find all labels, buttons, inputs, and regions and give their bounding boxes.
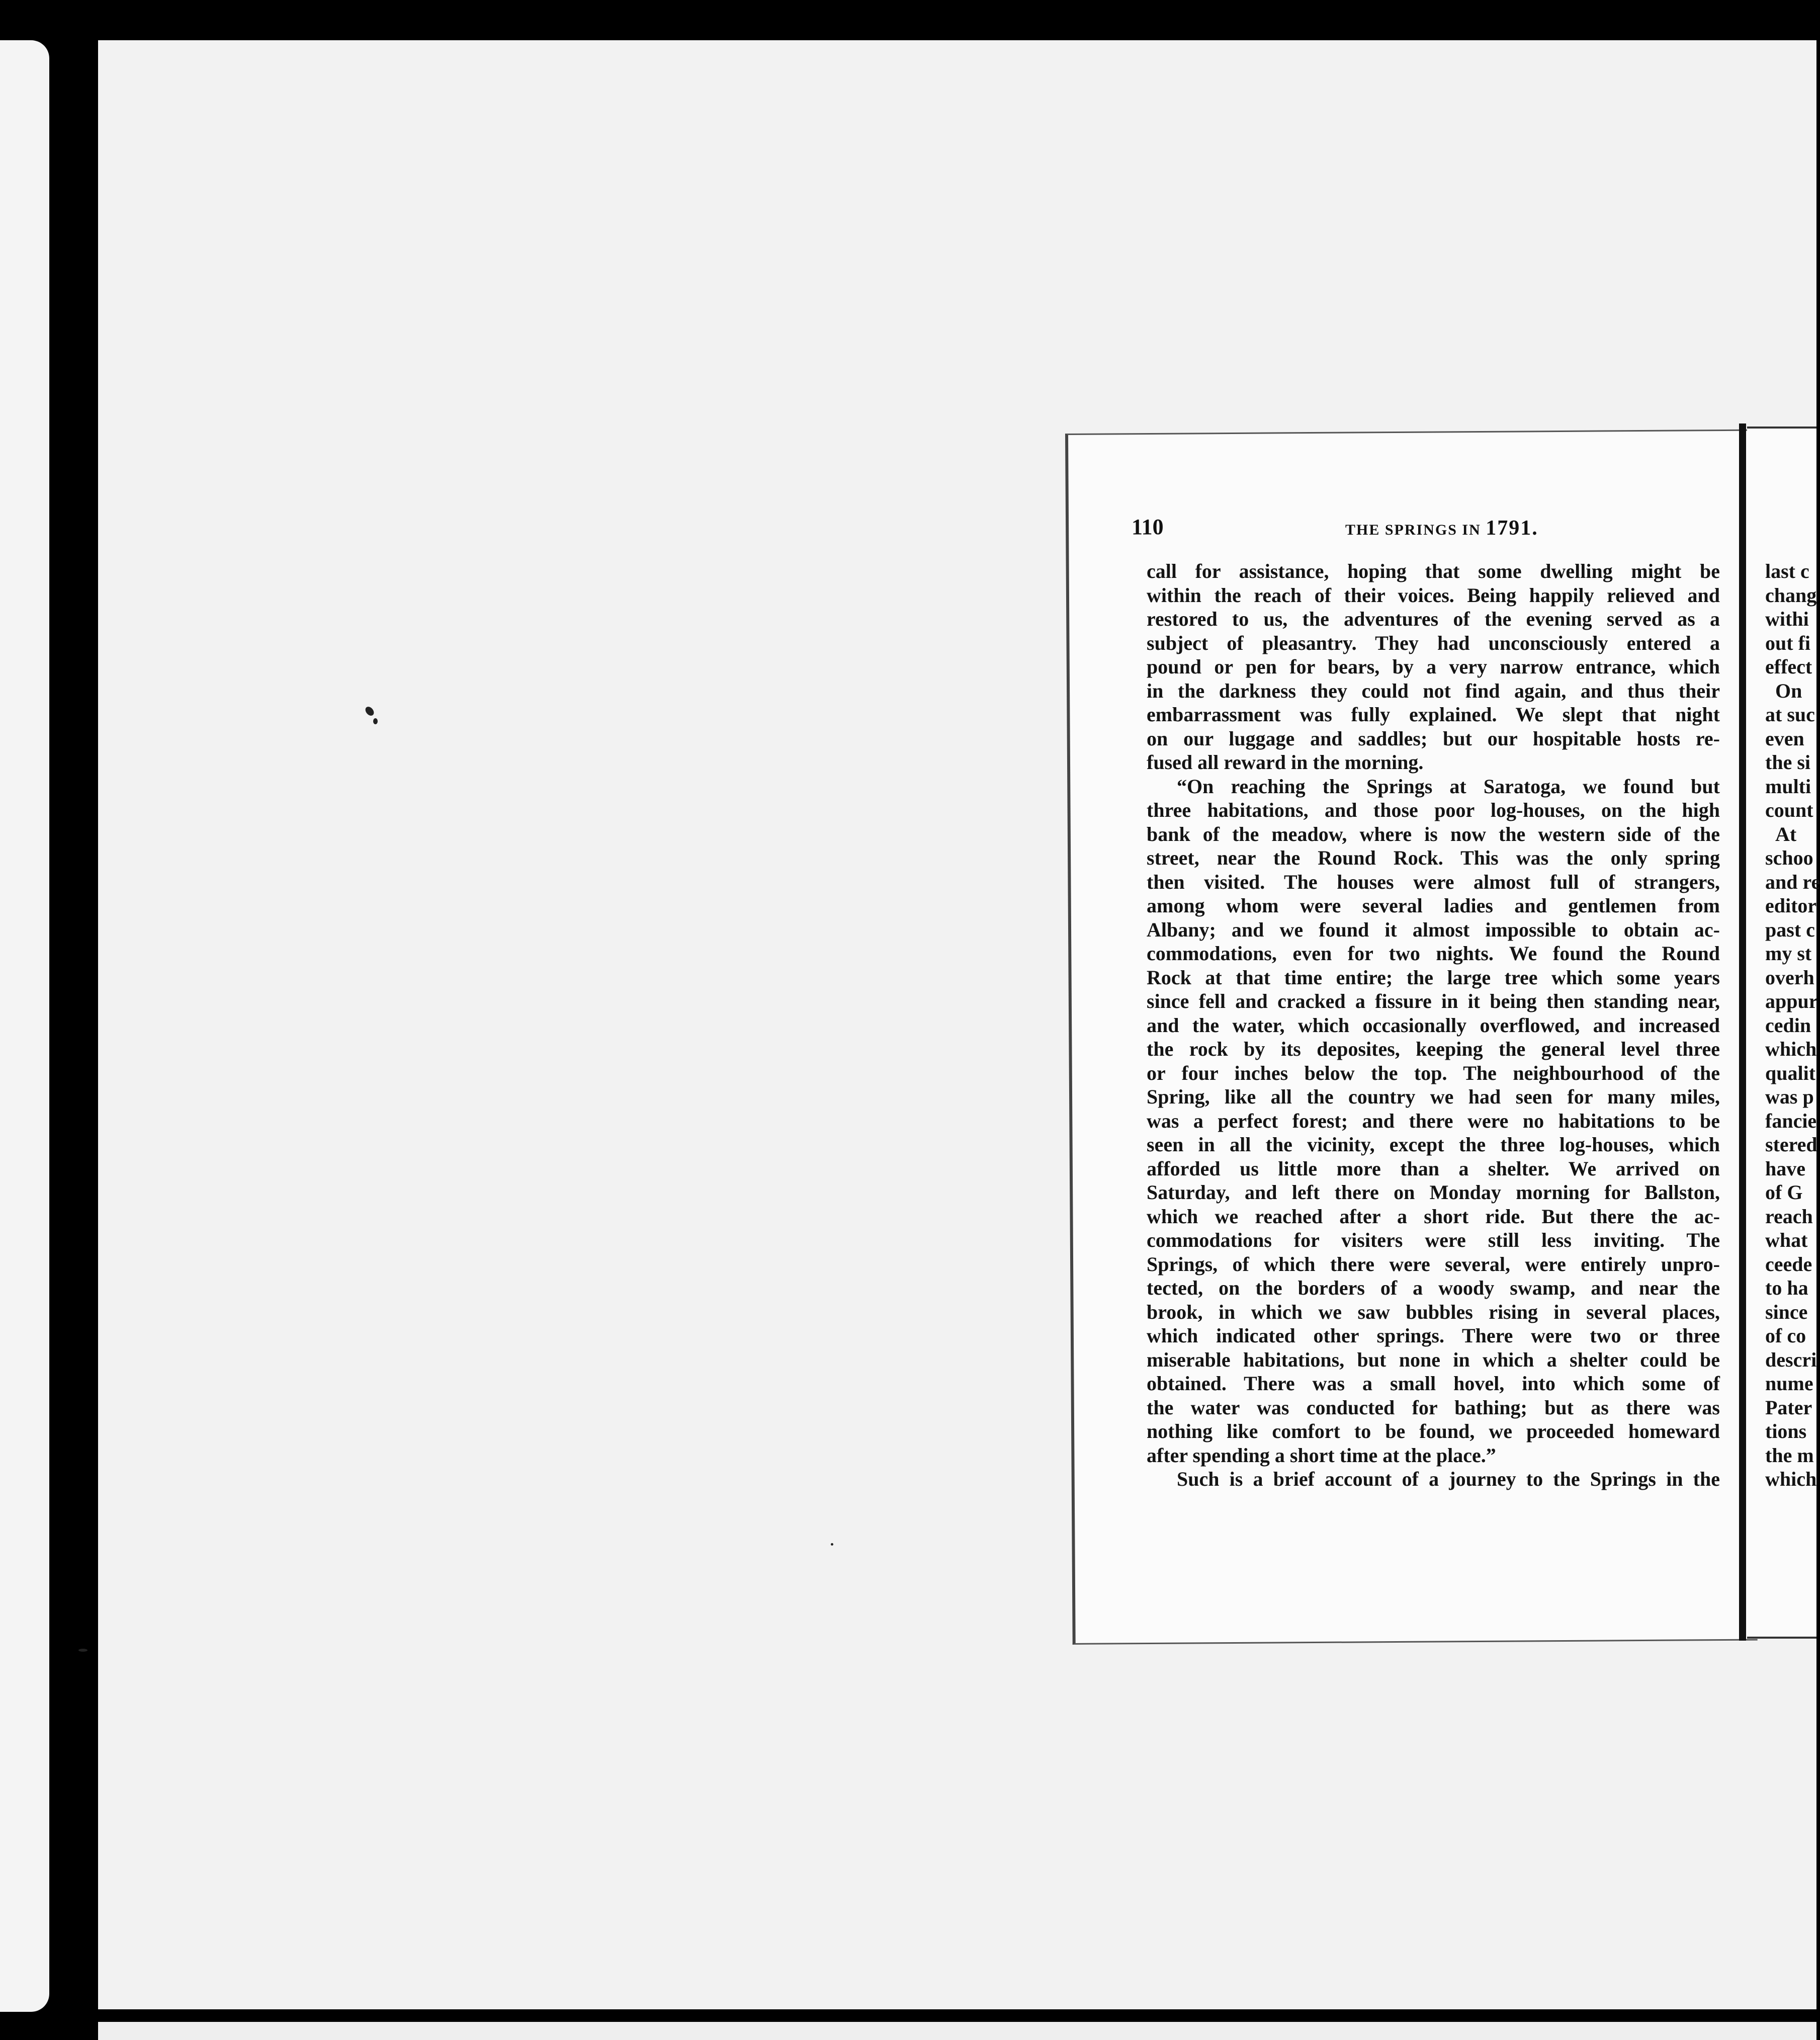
text-line: which (1765, 1468, 1817, 1490)
text-line: seen in all the vicinity, except the three log-houses, which (1147, 1133, 1720, 1156)
text-line: past c (1765, 918, 1815, 941)
text-line: subject of pleasantry. They had unconsciously entered a (1147, 631, 1720, 654)
dust-speck (78, 1649, 88, 1652)
text-line: the rock by its deposites, keeping the general level three (1147, 1038, 1720, 1060)
text-line: of G (1765, 1181, 1803, 1204)
text-line: the m (1765, 1443, 1814, 1467)
text-line: overh (1765, 966, 1814, 989)
text-line: qualit (1765, 1061, 1816, 1084)
dust-speck (831, 1543, 833, 1546)
text-line: reach (1765, 1205, 1813, 1228)
text-line: was p (1765, 1085, 1814, 1108)
text-line: the si (1765, 751, 1810, 774)
text-line: count (1765, 799, 1813, 821)
book-gutter (1739, 423, 1746, 1641)
text-line: bank of the meadow, where is now the western side of the (1147, 822, 1720, 845)
text-line: at suc (1765, 703, 1815, 726)
text-line: fancie (1765, 1109, 1817, 1132)
text-line: on our luggage and saddles; but our hospitable hosts re- (1147, 727, 1720, 750)
text-line: even (1765, 727, 1804, 750)
text-line: afforded us little more than a shelter. We arrived on (1147, 1157, 1720, 1180)
text-line: my st (1765, 942, 1812, 965)
page-title-text: THE SPRINGS IN (1345, 522, 1481, 538)
scan-bottom-edge (98, 2022, 1816, 2040)
text-line: “On reaching the Springs at Saratoga, we found but (1177, 775, 1720, 798)
text-line: nothing like comfort to be found, we proceeded homeward (1147, 1420, 1720, 1442)
text-line: of co (1765, 1324, 1806, 1347)
text-line: descri (1765, 1348, 1817, 1371)
text-line: miserable habitations, but none in which a shelter could be (1147, 1348, 1720, 1371)
previous-page-edge (0, 40, 49, 2012)
text-line: tions (1765, 1420, 1807, 1442)
text-line: editor (1765, 894, 1817, 917)
page-title (1345, 516, 1538, 540)
text-line: withi (1765, 608, 1809, 630)
text-line: which indicated other springs. There were two or three (1147, 1324, 1720, 1347)
text-line: was a perfect forest; and there were no habitations to be (1147, 1109, 1720, 1132)
text-line: then visited. The houses were almost full of strangers, (1147, 870, 1720, 893)
text-line: ceede (1765, 1252, 1812, 1276)
text-line: since fell and cracked a fissure in it being then standing near, (1147, 990, 1720, 1012)
text-line: three habitations, and those poor log-houses, on the high (1147, 799, 1720, 821)
text-line: after spending a short time at the place.” (1147, 1443, 1496, 1467)
text-line: chang (1765, 583, 1817, 607)
text-line: have (1765, 1157, 1805, 1180)
next-page-text (1765, 559, 1820, 1490)
text-line: street, near the Round Rock. This was the only spring (1147, 846, 1720, 869)
text-line: last c (1765, 560, 1809, 582)
text-line: which (1765, 1038, 1817, 1060)
text-line: On (1775, 679, 1802, 702)
dust-speck (373, 718, 378, 724)
text-line: since (1765, 1300, 1808, 1323)
text-line: among whom were several ladies and gentlemen from (1147, 894, 1720, 917)
text-line: commodations for visiters were still less inviting. The (1147, 1229, 1720, 1251)
text-line: stered (1765, 1133, 1817, 1156)
text-line: schoo (1765, 846, 1813, 869)
text-line: restored to us, the adventures of the evening served as a (1147, 608, 1720, 630)
text-line: Such is a brief account of a journey to the Springs in the (1177, 1468, 1720, 1490)
text-line: within the reach of their voices. Being happily relieved and (1147, 583, 1720, 607)
text-line: which we reached after a short ride. But there the ac- (1147, 1205, 1720, 1228)
page-number: 110 (1132, 515, 1164, 539)
text-line: At (1775, 822, 1797, 845)
text-line: pound or pen for bears, by a very narrow entrance, which (1147, 655, 1720, 678)
text-line: effect (1765, 655, 1812, 678)
text-line: in the darkness they could not find again, and thus their (1147, 679, 1720, 702)
text-line: tected, on the borders of a woody swamp, and near the (1147, 1277, 1720, 1299)
text-line: cedin (1765, 1013, 1811, 1037)
text-line: embarrassment was fully explained. We slept that night (1147, 703, 1720, 726)
text-line: and the water, which occasionally overflowed, and increased (1147, 1013, 1720, 1037)
text-line: multi (1765, 775, 1811, 798)
body-text (1147, 559, 1720, 1621)
text-line: obtained. There was a small hovel, into which some of (1147, 1372, 1720, 1395)
text-line: appur (1765, 990, 1818, 1012)
text-line: to ha (1765, 1277, 1808, 1299)
text-line: commodations, even for two nights. We found the Round (1147, 942, 1720, 965)
text-line: Albany; and we found it almost impossible to obtain ac- (1147, 918, 1720, 941)
text-line: brook, in which we saw bubbles rising in several places, (1147, 1300, 1720, 1323)
text-line: the water was conducted for bathing; but as there was (1147, 1396, 1720, 1419)
text-line: fused all reward in the morning. (1147, 751, 1424, 774)
page-title-year: 1791. (1486, 517, 1538, 540)
text-line: Rock at that time entire; the large tree which some years (1147, 966, 1720, 989)
text-line: out fi (1765, 631, 1810, 654)
text-line: Springs, of which there were several, were entirely unpro- (1147, 1252, 1720, 1276)
text-line: and re (1765, 870, 1820, 893)
text-line: what (1765, 1229, 1808, 1251)
text-line: or four inches below the top. The neighbourhood of the (1147, 1061, 1720, 1084)
text-line: nume (1765, 1372, 1813, 1395)
text-line: call for assistance, hoping that some dwelling might be (1147, 560, 1720, 582)
text-line: Spring, like all the country we had seen for many miles, (1147, 1085, 1720, 1108)
text-line: Saturday, and left there on Monday morning for Ballston, (1147, 1181, 1720, 1204)
text-line: Pater (1765, 1396, 1812, 1419)
